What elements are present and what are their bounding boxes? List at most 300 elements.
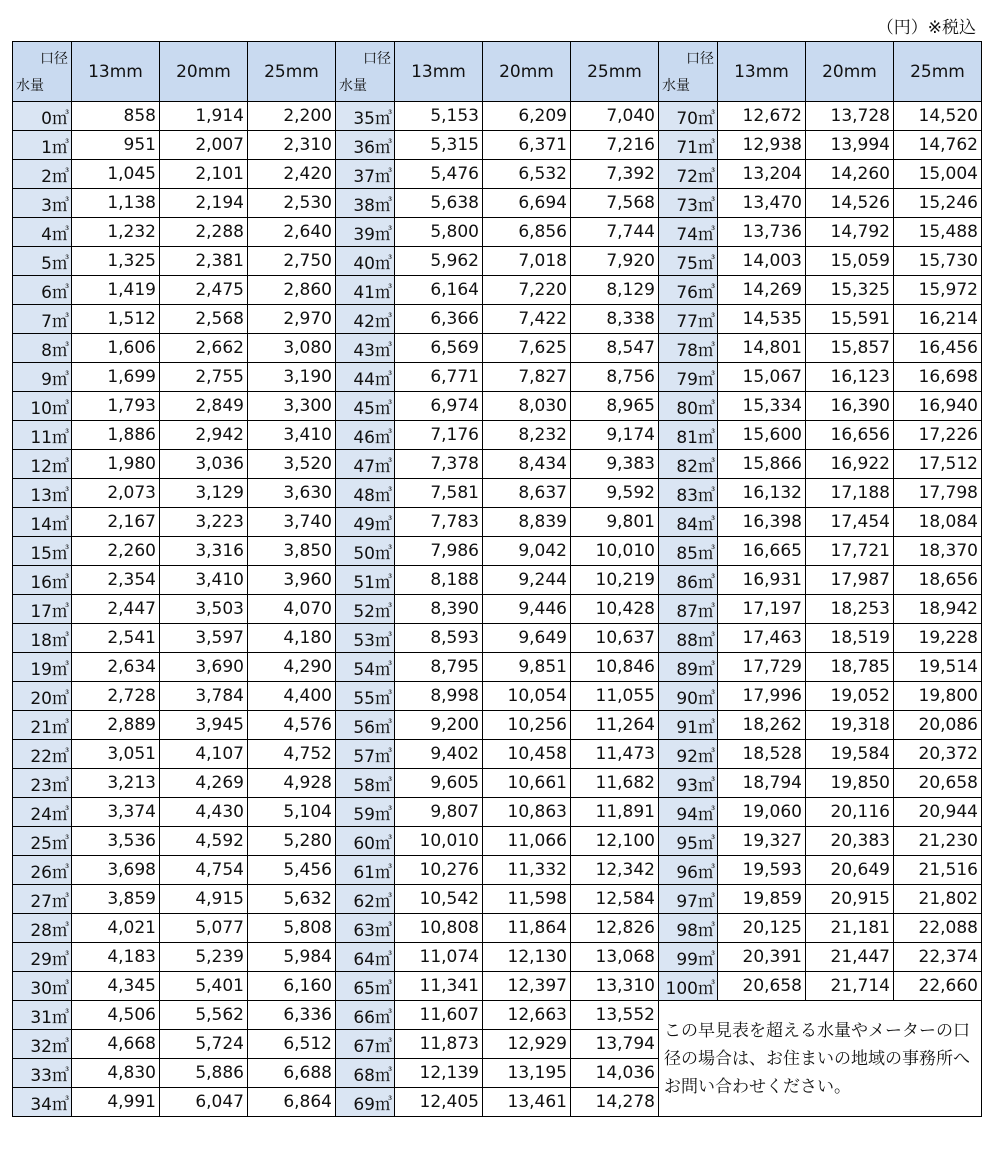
price-cell: 9,402 bbox=[395, 740, 483, 769]
volume-cell: 19㎥ bbox=[13, 653, 72, 682]
price-cell: 5,476 bbox=[395, 160, 483, 189]
price-cell: 5,808 bbox=[248, 914, 336, 943]
table-row bbox=[13, 885, 982, 914]
volume-cell: 57㎥ bbox=[336, 740, 395, 769]
volume-cell: 77㎥ bbox=[659, 305, 718, 334]
price-cell: 14,269 bbox=[718, 276, 806, 305]
price-cell: 20,391 bbox=[718, 943, 806, 972]
price-cell: 10,428 bbox=[571, 595, 659, 624]
table-row bbox=[13, 856, 982, 885]
price-cell: 15,591 bbox=[806, 305, 894, 334]
price-cell: 15,857 bbox=[806, 334, 894, 363]
price-cell: 6,160 bbox=[248, 972, 336, 1001]
price-cell: 4,107 bbox=[160, 740, 248, 769]
price-cell: 7,986 bbox=[395, 537, 483, 566]
price-cell: 18,519 bbox=[806, 624, 894, 653]
price-cell: 4,345 bbox=[72, 972, 160, 1001]
price-cell: 2,568 bbox=[160, 305, 248, 334]
price-cell: 2,260 bbox=[72, 537, 160, 566]
table-row bbox=[13, 392, 982, 421]
volume-cell: 28㎥ bbox=[13, 914, 72, 943]
price-cell: 12,672 bbox=[718, 102, 806, 131]
price-cell: 3,129 bbox=[160, 479, 248, 508]
price-cell: 12,938 bbox=[718, 131, 806, 160]
price-cell: 11,873 bbox=[395, 1030, 483, 1059]
price-cell: 8,756 bbox=[571, 363, 659, 392]
volume-cell: 72㎥ bbox=[659, 160, 718, 189]
price-cell: 17,188 bbox=[806, 479, 894, 508]
price-cell: 7,378 bbox=[395, 450, 483, 479]
price-cell: 6,569 bbox=[395, 334, 483, 363]
volume-cell: 98㎥ bbox=[659, 914, 718, 943]
price-cell: 9,200 bbox=[395, 711, 483, 740]
price-cell: 2,530 bbox=[248, 189, 336, 218]
price-cell: 12,397 bbox=[483, 972, 571, 1001]
price-cell: 9,383 bbox=[571, 450, 659, 479]
price-cell: 9,174 bbox=[571, 421, 659, 450]
price-cell: 13,794 bbox=[571, 1030, 659, 1059]
price-cell: 1,232 bbox=[72, 218, 160, 247]
price-cell: 15,972 bbox=[894, 276, 982, 305]
price-cell: 3,080 bbox=[248, 334, 336, 363]
price-cell: 14,535 bbox=[718, 305, 806, 334]
price-cell: 14,762 bbox=[894, 131, 982, 160]
price-cell: 13,994 bbox=[806, 131, 894, 160]
price-cell: 1,886 bbox=[72, 421, 160, 450]
volume-cell: 29㎥ bbox=[13, 943, 72, 972]
price-cell: 2,200 bbox=[248, 102, 336, 131]
price-cell: 4,183 bbox=[72, 943, 160, 972]
price-cell: 1,512 bbox=[72, 305, 160, 334]
price-cell: 19,228 bbox=[894, 624, 982, 653]
price-cell: 10,054 bbox=[483, 682, 571, 711]
volume-cell: 32㎥ bbox=[13, 1030, 72, 1059]
price-cell: 6,336 bbox=[248, 1001, 336, 1030]
price-cell: 7,568 bbox=[571, 189, 659, 218]
price-cell: 5,153 bbox=[395, 102, 483, 131]
price-cell: 5,562 bbox=[160, 1001, 248, 1030]
volume-cell: 17㎥ bbox=[13, 595, 72, 624]
price-cell: 16,132 bbox=[718, 479, 806, 508]
price-cell: 6,164 bbox=[395, 276, 483, 305]
price-cell: 20,658 bbox=[894, 769, 982, 798]
price-cell: 1,325 bbox=[72, 247, 160, 276]
price-cell: 6,371 bbox=[483, 131, 571, 160]
price-cell: 20,658 bbox=[718, 972, 806, 1001]
price-cell: 15,067 bbox=[718, 363, 806, 392]
volume-cell: 18㎥ bbox=[13, 624, 72, 653]
price-cell: 7,581 bbox=[395, 479, 483, 508]
volume-cell: 80㎥ bbox=[659, 392, 718, 421]
volume-cell: 93㎥ bbox=[659, 769, 718, 798]
price-cell: 2,750 bbox=[248, 247, 336, 276]
price-cell: 11,332 bbox=[483, 856, 571, 885]
table-row bbox=[13, 682, 982, 711]
table-row bbox=[13, 653, 982, 682]
volume-cell: 6㎥ bbox=[13, 276, 72, 305]
price-cell: 10,010 bbox=[395, 827, 483, 856]
volume-cell: 11㎥ bbox=[13, 421, 72, 450]
price-cell: 5,984 bbox=[248, 943, 336, 972]
price-cell: 18,656 bbox=[894, 566, 982, 595]
volume-cell: 39㎥ bbox=[336, 218, 395, 247]
price-cell: 3,960 bbox=[248, 566, 336, 595]
volume-cell: 26㎥ bbox=[13, 856, 72, 885]
volume-cell: 14㎥ bbox=[13, 508, 72, 537]
price-cell: 4,180 bbox=[248, 624, 336, 653]
price-cell: 19,859 bbox=[718, 885, 806, 914]
size-header-cell: 13mm bbox=[718, 42, 806, 102]
table-row bbox=[13, 566, 982, 595]
price-cell: 6,209 bbox=[483, 102, 571, 131]
price-cell: 8,795 bbox=[395, 653, 483, 682]
price-cell: 9,807 bbox=[395, 798, 483, 827]
price-cell: 13,728 bbox=[806, 102, 894, 131]
price-cell: 16,656 bbox=[806, 421, 894, 450]
volume-cell: 66㎥ bbox=[336, 1001, 395, 1030]
price-cell: 20,125 bbox=[718, 914, 806, 943]
price-cell: 4,592 bbox=[160, 827, 248, 856]
price-cell: 14,792 bbox=[806, 218, 894, 247]
price-cell: 5,632 bbox=[248, 885, 336, 914]
price-cell: 5,280 bbox=[248, 827, 336, 856]
price-cell: 5,638 bbox=[395, 189, 483, 218]
price-cell: 21,230 bbox=[894, 827, 982, 856]
volume-cell: 70㎥ bbox=[659, 102, 718, 131]
price-cell: 10,863 bbox=[483, 798, 571, 827]
price-cell: 15,059 bbox=[806, 247, 894, 276]
price-cell: 10,010 bbox=[571, 537, 659, 566]
price-cell: 8,390 bbox=[395, 595, 483, 624]
price-cell: 4,269 bbox=[160, 769, 248, 798]
price-cell: 11,074 bbox=[395, 943, 483, 972]
table-row bbox=[13, 508, 982, 537]
price-cell: 7,220 bbox=[483, 276, 571, 305]
price-cell: 7,392 bbox=[571, 160, 659, 189]
price-cell: 10,808 bbox=[395, 914, 483, 943]
price-cell: 8,637 bbox=[483, 479, 571, 508]
price-cell: 16,698 bbox=[894, 363, 982, 392]
price-cell: 7,018 bbox=[483, 247, 571, 276]
price-cell: 6,856 bbox=[483, 218, 571, 247]
volume-cell: 97㎥ bbox=[659, 885, 718, 914]
price-cell: 3,503 bbox=[160, 595, 248, 624]
price-cell: 8,547 bbox=[571, 334, 659, 363]
price-cell: 3,316 bbox=[160, 537, 248, 566]
price-cell: 17,226 bbox=[894, 421, 982, 450]
price-cell: 3,945 bbox=[160, 711, 248, 740]
price-cell: 9,592 bbox=[571, 479, 659, 508]
table-row bbox=[13, 1001, 982, 1030]
price-cell: 16,922 bbox=[806, 450, 894, 479]
volume-cell: 3㎥ bbox=[13, 189, 72, 218]
volume-cell: 38㎥ bbox=[336, 189, 395, 218]
price-cell: 4,506 bbox=[72, 1001, 160, 1030]
price-cell: 19,514 bbox=[894, 653, 982, 682]
price-cell: 7,422 bbox=[483, 305, 571, 334]
price-cell: 3,520 bbox=[248, 450, 336, 479]
price-cell: 951 bbox=[72, 131, 160, 160]
volume-cell: 21㎥ bbox=[13, 711, 72, 740]
price-cell: 18,262 bbox=[718, 711, 806, 740]
volume-cell: 7㎥ bbox=[13, 305, 72, 334]
price-cell: 2,662 bbox=[160, 334, 248, 363]
price-cell: 21,447 bbox=[806, 943, 894, 972]
price-cell: 11,598 bbox=[483, 885, 571, 914]
volume-cell: 55㎥ bbox=[336, 682, 395, 711]
price-cell: 2,640 bbox=[248, 218, 336, 247]
corner-header-cell bbox=[336, 42, 395, 102]
price-cell: 19,584 bbox=[806, 740, 894, 769]
price-cell: 7,625 bbox=[483, 334, 571, 363]
price-cell: 7,176 bbox=[395, 421, 483, 450]
price-cell: 15,325 bbox=[806, 276, 894, 305]
price-cell: 4,668 bbox=[72, 1030, 160, 1059]
unit-note: （円）※税込 bbox=[876, 18, 976, 38]
price-cell: 13,195 bbox=[483, 1059, 571, 1088]
price-cell: 9,042 bbox=[483, 537, 571, 566]
price-cell: 19,593 bbox=[718, 856, 806, 885]
price-cell: 17,454 bbox=[806, 508, 894, 537]
table-row bbox=[13, 247, 982, 276]
price-cell: 3,859 bbox=[72, 885, 160, 914]
price-cell: 16,931 bbox=[718, 566, 806, 595]
price-cell: 12,130 bbox=[483, 943, 571, 972]
price-cell: 1,793 bbox=[72, 392, 160, 421]
volume-cell: 20㎥ bbox=[13, 682, 72, 711]
volume-cell: 44㎥ bbox=[336, 363, 395, 392]
volume-cell: 61㎥ bbox=[336, 856, 395, 885]
price-cell: 16,214 bbox=[894, 305, 982, 334]
size-header-cell: 13mm bbox=[395, 42, 483, 102]
price-cell: 10,458 bbox=[483, 740, 571, 769]
volume-cell: 34㎥ bbox=[13, 1088, 72, 1117]
price-cell: 11,607 bbox=[395, 1001, 483, 1030]
price-cell: 6,512 bbox=[248, 1030, 336, 1059]
price-cell: 17,463 bbox=[718, 624, 806, 653]
volume-cell: 52㎥ bbox=[336, 595, 395, 624]
price-cell: 5,401 bbox=[160, 972, 248, 1001]
volume-cell: 60㎥ bbox=[336, 827, 395, 856]
price-cell: 4,991 bbox=[72, 1088, 160, 1117]
price-cell: 3,223 bbox=[160, 508, 248, 537]
price-cell: 6,532 bbox=[483, 160, 571, 189]
volume-cell: 16㎥ bbox=[13, 566, 72, 595]
volume-label: 水量 bbox=[662, 78, 690, 94]
price-cell: 858 bbox=[72, 102, 160, 131]
price-cell: 2,970 bbox=[248, 305, 336, 334]
price-cell: 12,139 bbox=[395, 1059, 483, 1088]
volume-cell: 49㎥ bbox=[336, 508, 395, 537]
volume-cell: 67㎥ bbox=[336, 1030, 395, 1059]
price-cell: 16,456 bbox=[894, 334, 982, 363]
water-rate-table bbox=[12, 41, 982, 1117]
price-cell: 3,410 bbox=[248, 421, 336, 450]
price-cell: 3,784 bbox=[160, 682, 248, 711]
price-cell: 11,473 bbox=[571, 740, 659, 769]
price-cell: 15,730 bbox=[894, 247, 982, 276]
volume-cell: 1㎥ bbox=[13, 131, 72, 160]
size-header-cell: 20mm bbox=[160, 42, 248, 102]
price-cell: 3,740 bbox=[248, 508, 336, 537]
volume-cell: 84㎥ bbox=[659, 508, 718, 537]
price-cell: 17,721 bbox=[806, 537, 894, 566]
price-cell: 8,338 bbox=[571, 305, 659, 334]
price-cell: 3,850 bbox=[248, 537, 336, 566]
price-cell: 2,194 bbox=[160, 189, 248, 218]
price-cell: 12,342 bbox=[571, 856, 659, 885]
price-cell: 2,849 bbox=[160, 392, 248, 421]
price-cell: 17,729 bbox=[718, 653, 806, 682]
volume-cell: 37㎥ bbox=[336, 160, 395, 189]
table-row bbox=[13, 450, 982, 479]
price-cell: 4,021 bbox=[72, 914, 160, 943]
price-cell: 4,070 bbox=[248, 595, 336, 624]
price-cell: 18,942 bbox=[894, 595, 982, 624]
volume-cell: 96㎥ bbox=[659, 856, 718, 885]
price-cell: 3,410 bbox=[160, 566, 248, 595]
price-cell: 9,851 bbox=[483, 653, 571, 682]
price-cell: 21,181 bbox=[806, 914, 894, 943]
price-cell: 3,300 bbox=[248, 392, 336, 421]
price-cell: 13,552 bbox=[571, 1001, 659, 1030]
corner-header-cell bbox=[13, 42, 72, 102]
volume-cell: 76㎥ bbox=[659, 276, 718, 305]
price-cell: 17,197 bbox=[718, 595, 806, 624]
price-cell: 2,634 bbox=[72, 653, 160, 682]
price-cell: 4,400 bbox=[248, 682, 336, 711]
volume-cell: 27㎥ bbox=[13, 885, 72, 914]
volume-cell: 35㎥ bbox=[336, 102, 395, 131]
price-cell: 10,276 bbox=[395, 856, 483, 885]
price-cell: 18,794 bbox=[718, 769, 806, 798]
price-cell: 13,736 bbox=[718, 218, 806, 247]
price-cell: 2,310 bbox=[248, 131, 336, 160]
size-header-cell: 20mm bbox=[806, 42, 894, 102]
price-cell: 5,315 bbox=[395, 131, 483, 160]
price-cell: 14,260 bbox=[806, 160, 894, 189]
price-cell: 3,536 bbox=[72, 827, 160, 856]
price-cell: 17,512 bbox=[894, 450, 982, 479]
price-cell: 15,246 bbox=[894, 189, 982, 218]
price-cell: 22,660 bbox=[894, 972, 982, 1001]
table-row bbox=[13, 711, 982, 740]
price-cell: 8,839 bbox=[483, 508, 571, 537]
volume-cell: 64㎥ bbox=[336, 943, 395, 972]
price-cell: 6,771 bbox=[395, 363, 483, 392]
price-cell: 12,929 bbox=[483, 1030, 571, 1059]
volume-cell: 2㎥ bbox=[13, 160, 72, 189]
price-cell: 2,420 bbox=[248, 160, 336, 189]
price-cell: 19,318 bbox=[806, 711, 894, 740]
price-cell: 2,889 bbox=[72, 711, 160, 740]
table-row bbox=[13, 421, 982, 450]
table-row bbox=[13, 914, 982, 943]
price-cell: 14,036 bbox=[571, 1059, 659, 1088]
price-cell: 2,354 bbox=[72, 566, 160, 595]
volume-cell: 47㎥ bbox=[336, 450, 395, 479]
price-cell: 2,860 bbox=[248, 276, 336, 305]
diameter-label: 口径 bbox=[40, 51, 68, 67]
volume-cell: 95㎥ bbox=[659, 827, 718, 856]
price-cell: 3,698 bbox=[72, 856, 160, 885]
price-cell: 16,390 bbox=[806, 392, 894, 421]
price-cell: 9,649 bbox=[483, 624, 571, 653]
price-cell: 20,944 bbox=[894, 798, 982, 827]
price-cell: 1,699 bbox=[72, 363, 160, 392]
table-row bbox=[13, 769, 982, 798]
price-cell: 18,084 bbox=[894, 508, 982, 537]
volume-cell: 0㎥ bbox=[13, 102, 72, 131]
price-cell: 14,278 bbox=[571, 1088, 659, 1117]
table-row bbox=[13, 160, 982, 189]
price-cell: 3,036 bbox=[160, 450, 248, 479]
price-cell: 10,542 bbox=[395, 885, 483, 914]
volume-cell: 33㎥ bbox=[13, 1059, 72, 1088]
price-cell: 15,334 bbox=[718, 392, 806, 421]
price-cell: 17,996 bbox=[718, 682, 806, 711]
price-cell: 16,940 bbox=[894, 392, 982, 421]
volume-cell: 90㎥ bbox=[659, 682, 718, 711]
price-cell: 2,475 bbox=[160, 276, 248, 305]
price-cell: 1,980 bbox=[72, 450, 160, 479]
table-row bbox=[13, 276, 982, 305]
price-cell: 9,446 bbox=[483, 595, 571, 624]
price-cell: 19,060 bbox=[718, 798, 806, 827]
price-cell: 12,663 bbox=[483, 1001, 571, 1030]
price-cell: 8,998 bbox=[395, 682, 483, 711]
price-cell: 12,826 bbox=[571, 914, 659, 943]
price-cell: 14,526 bbox=[806, 189, 894, 218]
price-cell: 13,068 bbox=[571, 943, 659, 972]
price-cell: 20,372 bbox=[894, 740, 982, 769]
volume-cell: 42㎥ bbox=[336, 305, 395, 334]
price-cell: 2,728 bbox=[72, 682, 160, 711]
price-cell: 10,637 bbox=[571, 624, 659, 653]
volume-cell: 88㎥ bbox=[659, 624, 718, 653]
volume-cell: 89㎥ bbox=[659, 653, 718, 682]
price-cell: 16,123 bbox=[806, 363, 894, 392]
table-row bbox=[13, 131, 982, 160]
price-cell: 2,288 bbox=[160, 218, 248, 247]
price-cell: 1,419 bbox=[72, 276, 160, 305]
table-row bbox=[13, 740, 982, 769]
volume-cell: 86㎥ bbox=[659, 566, 718, 595]
price-cell: 4,430 bbox=[160, 798, 248, 827]
volume-cell: 74㎥ bbox=[659, 218, 718, 247]
price-cell: 2,073 bbox=[72, 479, 160, 508]
table-row bbox=[13, 479, 982, 508]
price-cell: 16,398 bbox=[718, 508, 806, 537]
price-cell: 4,752 bbox=[248, 740, 336, 769]
volume-cell: 23㎥ bbox=[13, 769, 72, 798]
price-cell: 8,129 bbox=[571, 276, 659, 305]
volume-cell: 48㎥ bbox=[336, 479, 395, 508]
price-cell: 8,188 bbox=[395, 566, 483, 595]
price-cell: 18,528 bbox=[718, 740, 806, 769]
price-cell: 10,846 bbox=[571, 653, 659, 682]
volume-cell: 4㎥ bbox=[13, 218, 72, 247]
price-cell: 11,864 bbox=[483, 914, 571, 943]
price-cell: 4,830 bbox=[72, 1059, 160, 1088]
price-cell: 20,915 bbox=[806, 885, 894, 914]
volume-cell: 9㎥ bbox=[13, 363, 72, 392]
volume-cell: 91㎥ bbox=[659, 711, 718, 740]
volume-label: 水量 bbox=[16, 78, 44, 94]
volume-cell: 12㎥ bbox=[13, 450, 72, 479]
volume-cell: 24㎥ bbox=[13, 798, 72, 827]
price-cell: 20,086 bbox=[894, 711, 982, 740]
